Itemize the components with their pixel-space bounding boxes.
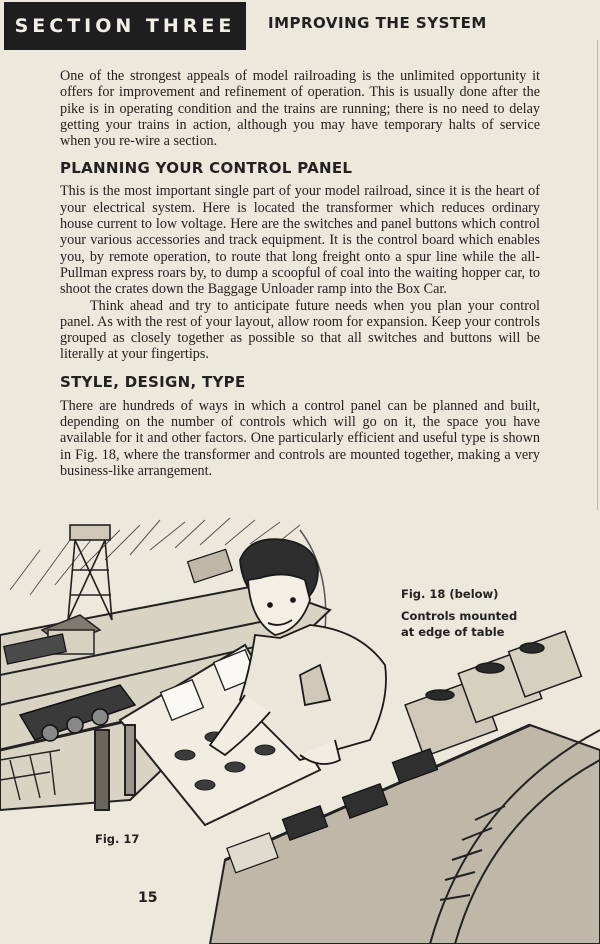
fig18-title: Fig. 18 (below) bbox=[401, 587, 499, 601]
heading-planning-control-panel: PLANNING YOUR CONTROL PANEL bbox=[60, 159, 353, 178]
planning-paragraph-1: This is the most important single part of your model railroad, since it is the heart of your electrical system. Here is located the transformer which reduces ordinary house current to low voltage. Here are the switches and panel buttons which control your various accessories and track equipment. It is the control board which enables you, by remote operation, to route that long freight onto a spur line while the all-Pullman express roars by, to dump a scoopful of coal into the waiting hopper car, to shoot the crates down the Baggage Unloader ramp into the Box Car. bbox=[60, 183, 540, 298]
fig17-title: Fig. 17 bbox=[95, 832, 140, 846]
page-number: 15 bbox=[138, 890, 158, 906]
fig18-caption-line1: Controls mounted bbox=[401, 609, 518, 623]
page-edge-rule bbox=[597, 40, 598, 510]
section-label: SECTION THREE bbox=[14, 15, 236, 37]
section-title: IMPROVING THE SYSTEM bbox=[268, 14, 487, 32]
planning-paragraph-2: Think ahead and try to anticipate future needs when you plan your control panel. As with the rest of your layout, allow room for expansion. Keep your controls grouped as closely together as possible so that all switches and buttons will be literally at your fingertips. bbox=[60, 297, 540, 363]
fig18-caption-line2: at edge of table bbox=[401, 625, 505, 639]
heading-style-design-type: STYLE, DESIGN, TYPE bbox=[60, 372, 246, 391]
coaling-tower bbox=[68, 525, 112, 620]
article-body bbox=[60, 68, 540, 479]
control-panel-illustration bbox=[0, 500, 600, 944]
section-label-box bbox=[4, 2, 246, 50]
style-paragraph-1: There are hundreds of ways in which a control panel can be planned and built, depending on the number of controls which will go on it, the space you have available for it and other factors. One particularly efficient and useful type is shown in Fig. 18, where the transformer and controls are mounted together, making a very business-like arrangement. bbox=[60, 397, 540, 479]
intro-paragraph: One of the strongest appeals of model railroading is the unlimited opportunity it offers for improvement and refinement of operation. This is usually done after the pike is in operating condition and the trains are running; there is no need to delay getting your trains in action, although you may have temporary halts of service when you re-wire a section. bbox=[60, 68, 540, 150]
